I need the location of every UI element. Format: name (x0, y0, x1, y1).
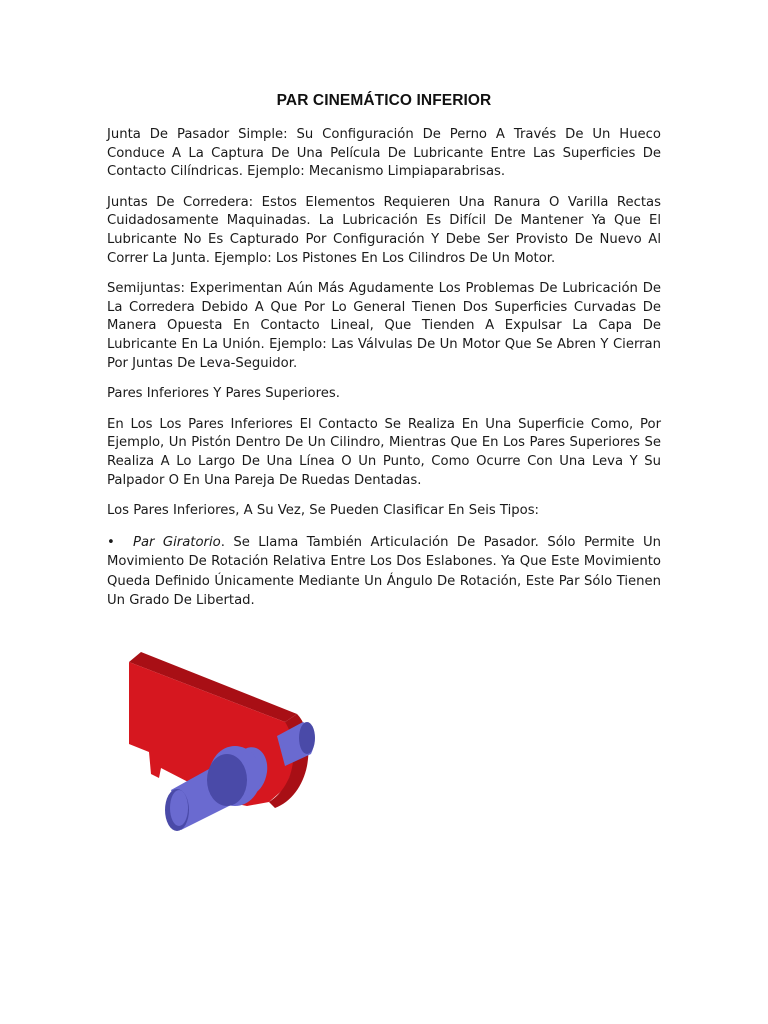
document-title: PAR CINEMÁTICO INFERIOR (276, 92, 492, 109)
bullet-term: Par Giratorio (133, 534, 221, 550)
paragraph-semijuntas: Semijuntas: Experimentan Aún Más Agudamente Los Problemas De Lubricación De La Corredera Debido A Que Por Lo General Tienen Dos Superficies Curvadas De Manera Opuesta En Contacto Lineal, Que Tienden A Expulsar La Capa De Lubricante En La Unión. Ejemplo: Las Válvulas De Un Motor Que Se Abren Y Cierran Por Juntas De Leva-Seguidor. (107, 281, 661, 371)
bullet-par-giratorio (107, 533, 661, 611)
paragraph-juntas-corredera: Juntas De Corredera: Estos Elementos Requieren Una Ranura O Varilla Rectas Cuidadosamente Maquinadas. La Lubricación Es Difícil De Mantener Ya Que El Lubricante No Es Capturado Por Configuración Y Debe Ser Provisto De Nuevo Al Correr La Junta. Ejemplo: Los Pistones En Los Cilindros De Un Motor. (107, 194, 661, 266)
paragraph-junta-pasador: Junta De Pasador Simple: Su Configuración De Perno A Través De Un Hueco Conduce A La Captura De Una Película De Lubricante Entre Las Superficies De Contacto Cilíndricas. Ejemplo: Mecanismo Limpiaparabrisas. (107, 127, 661, 180)
bullet-marker: • (107, 534, 115, 550)
revolute-joint-illustration (107, 640, 327, 840)
paragraph-clasificacion: Los Pares Inferiores, A Su Vez, Se Pueden Clasificar En Seis Tipos: (107, 503, 540, 519)
paragraph-pares-heading: Pares Inferiores Y Pares Superiores. (107, 386, 340, 402)
pin-back-end (299, 722, 315, 754)
document-body (107, 92, 661, 611)
paragraph-pares-contacto: En Los Los Pares Inferiores El Contacto Se Realiza En Una Superficie Como, Por Ejemplo, Un Pistón Dentro De Un Cilindro, Mientras Que En Los Pares Superiores Se Realiza A Lo Largo De Una Línea O Un Punto, Como Ocurre Con Una Leva Y Su Palpador O En Una Pareja De Ruedas Dentadas. (107, 416, 661, 488)
pin-front-end-face (170, 790, 188, 826)
revolute-joint-svg (107, 640, 327, 840)
pin-collar-shade (207, 754, 247, 806)
bullet-text: . Se Llama También Articulación De Pasador. Sólo Permite Un Movimiento De Rotación Relativa Entre Los Dos Eslabones. Ya Que Este Movimiento Queda Definido Únicamente Mediante Un Ángulo De Rotación, Este Par Sólo Tienen Un Grado De Libertad. (107, 534, 661, 609)
